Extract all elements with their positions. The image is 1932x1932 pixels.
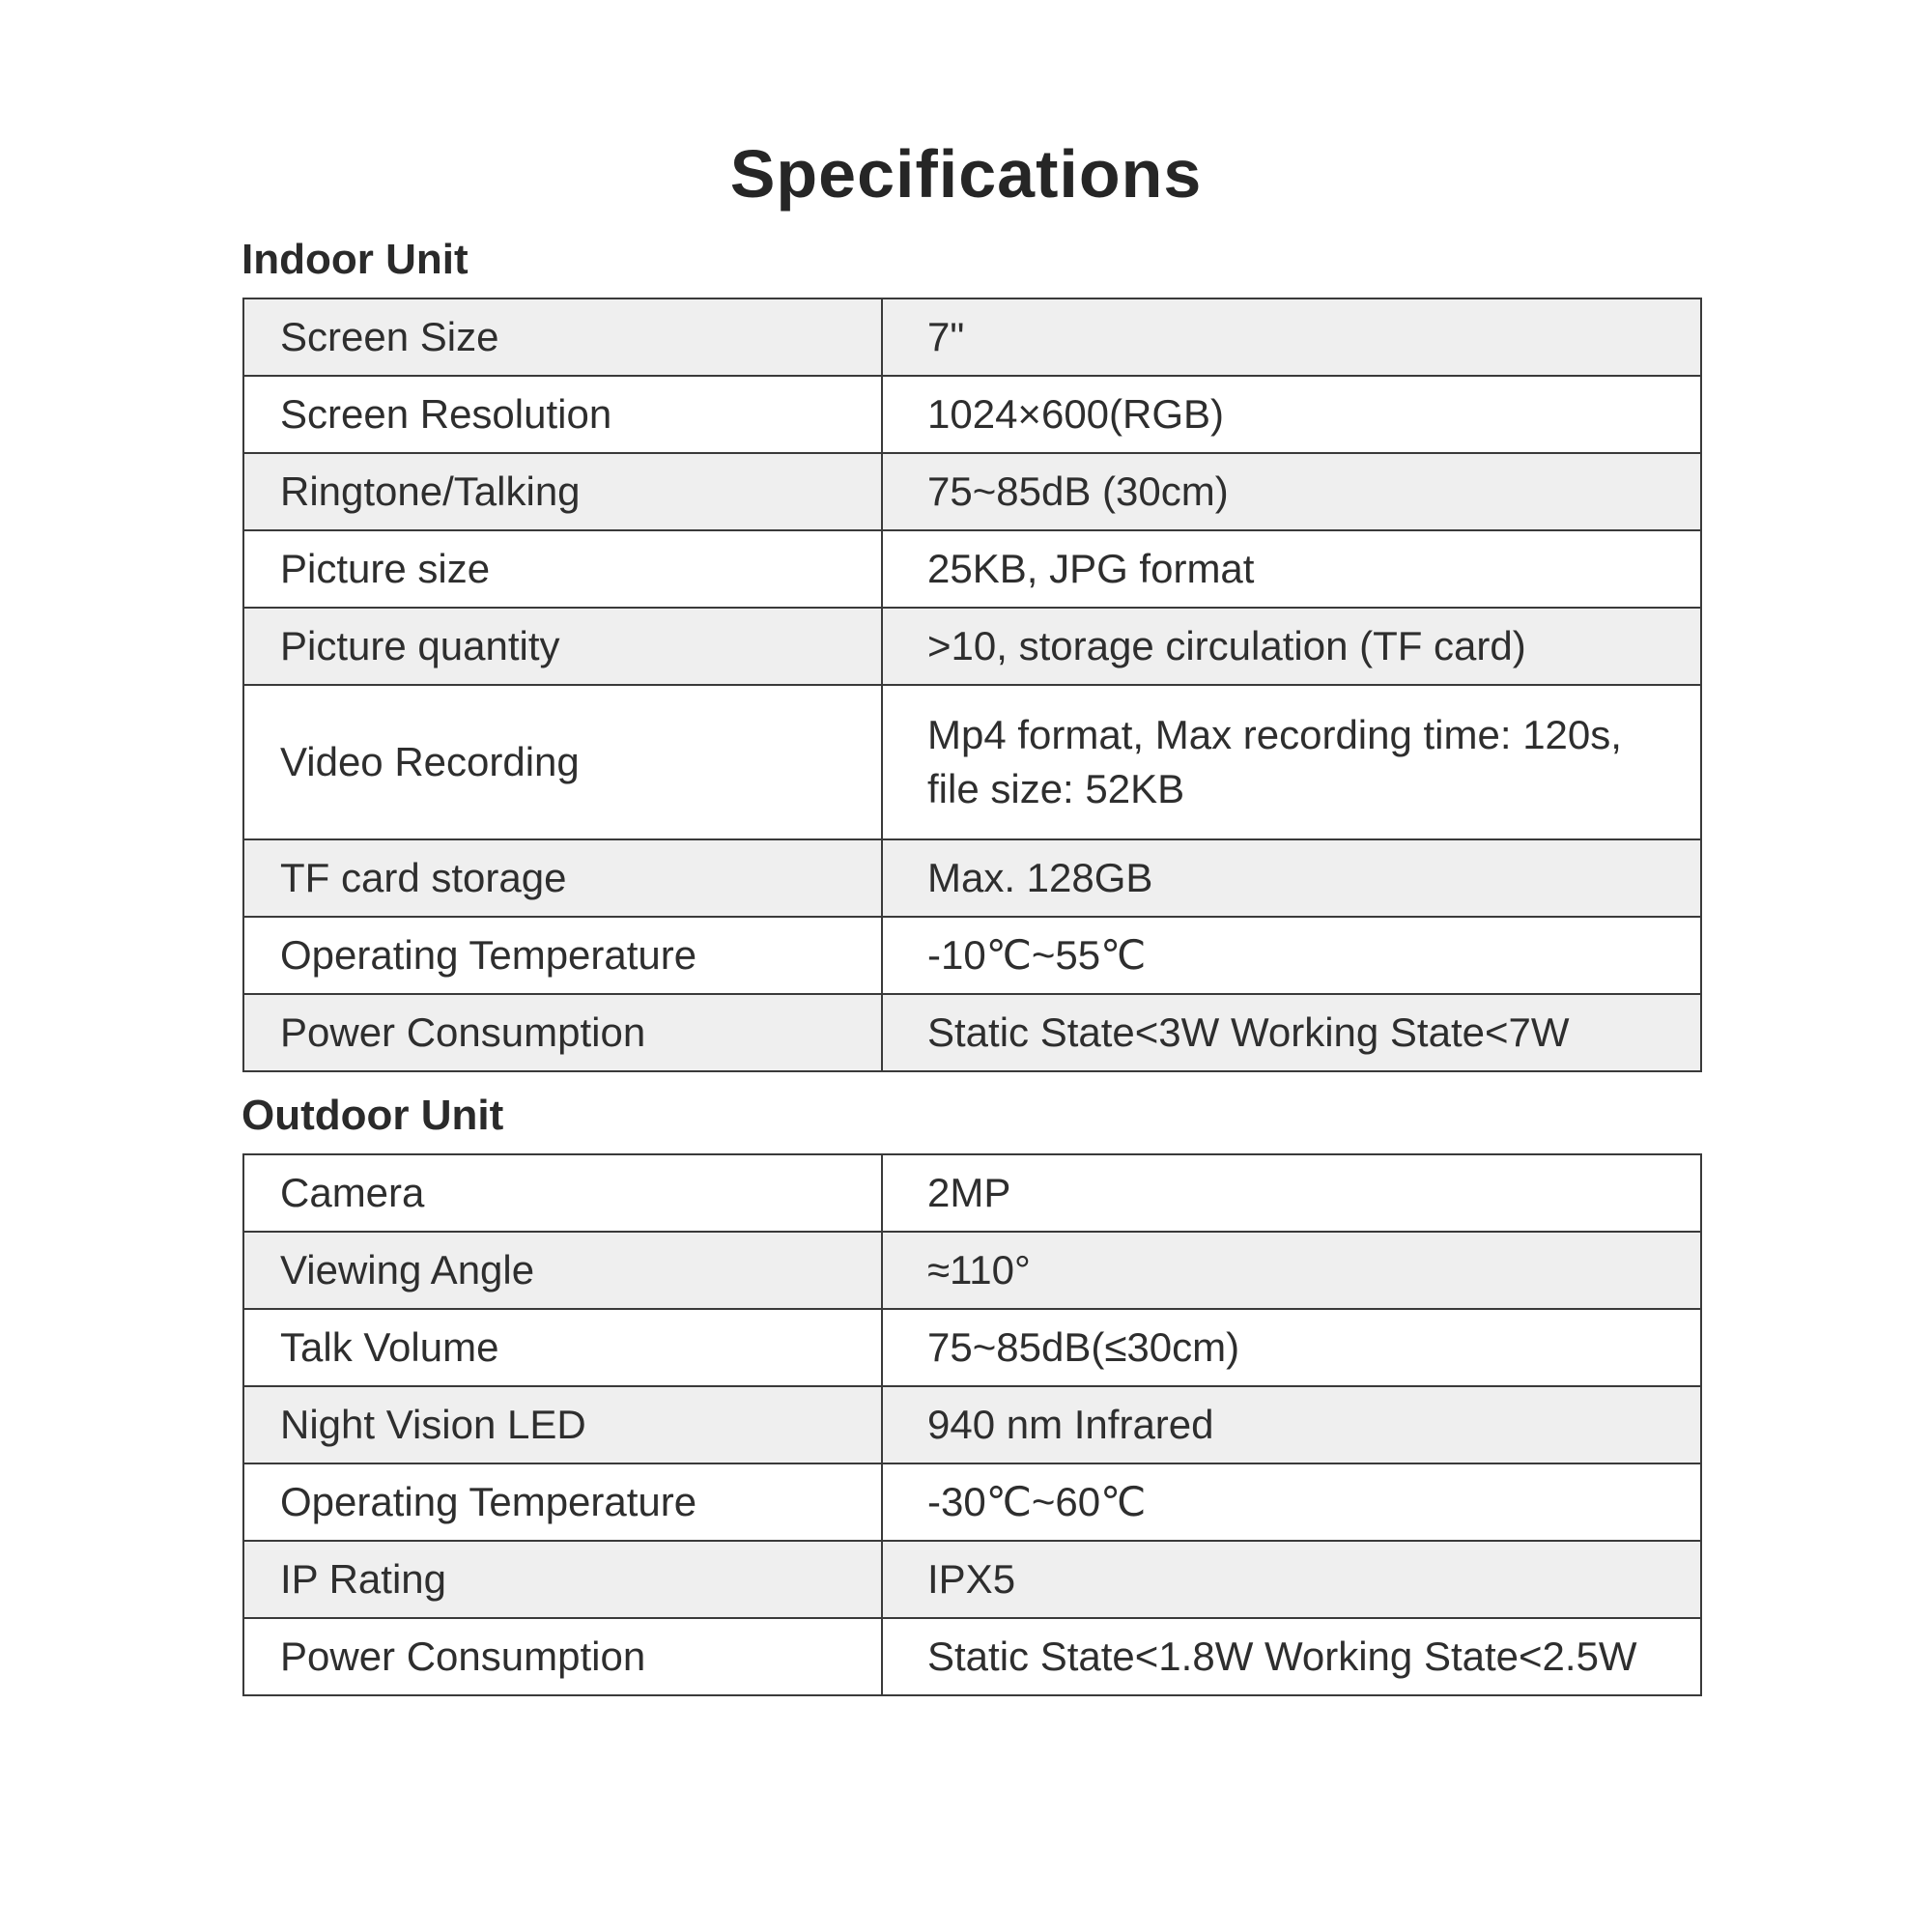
table-row bbox=[243, 1618, 1701, 1695]
spec-label: Operating Temperature bbox=[243, 917, 882, 994]
spec-label: Ringtone/Talking bbox=[243, 453, 882, 530]
table-row bbox=[243, 530, 1701, 608]
spec-label: Camera bbox=[243, 1154, 882, 1232]
outdoor-unit-heading: Outdoor Unit bbox=[242, 1092, 504, 1139]
spec-value: Max. 128GB bbox=[882, 839, 1701, 917]
table-row bbox=[243, 1386, 1701, 1463]
spec-label: Power Consumption bbox=[243, 1618, 882, 1695]
spec-label: IP Rating bbox=[243, 1541, 882, 1618]
spec-value: 75~85dB (30cm) bbox=[882, 453, 1701, 530]
spec-value: 7" bbox=[882, 298, 1701, 376]
spec-label: Screen Resolution bbox=[243, 376, 882, 453]
spec-label: Talk Volume bbox=[243, 1309, 882, 1386]
table-row bbox=[243, 453, 1701, 530]
spec-label: Power Consumption bbox=[243, 994, 882, 1071]
table-row bbox=[243, 1309, 1701, 1386]
table-row bbox=[243, 839, 1701, 917]
spec-value: IPX5 bbox=[882, 1541, 1701, 1618]
table-row bbox=[243, 1154, 1701, 1232]
table-row bbox=[243, 994, 1701, 1071]
spec-label: Picture quantity bbox=[243, 608, 882, 685]
spec-value: 2MP bbox=[882, 1154, 1701, 1232]
table-row bbox=[243, 1541, 1701, 1618]
table-row bbox=[243, 608, 1701, 685]
spec-value: -10℃~55℃ bbox=[882, 917, 1701, 994]
indoor-unit-heading: Indoor Unit bbox=[242, 236, 469, 283]
spec-value: -30℃~60℃ bbox=[882, 1463, 1701, 1541]
outdoor-spec-table bbox=[242, 1153, 1702, 1696]
spec-label: Picture size bbox=[243, 530, 882, 608]
table-row bbox=[243, 917, 1701, 994]
spec-label: Video Recording bbox=[243, 685, 882, 839]
spec-value: 940 nm Infrared bbox=[882, 1386, 1701, 1463]
spec-value: 75~85dB(≤30cm) bbox=[882, 1309, 1701, 1386]
spec-label: Screen Size bbox=[243, 298, 882, 376]
table-row bbox=[243, 298, 1701, 376]
table-row bbox=[243, 685, 1701, 839]
indoor-spec-table bbox=[242, 298, 1702, 1072]
table-row bbox=[243, 376, 1701, 453]
table-row bbox=[243, 1232, 1701, 1309]
spec-label: Operating Temperature bbox=[243, 1463, 882, 1541]
spec-value: Mp4 format, Max recording time: 120s, file size: 52KB bbox=[882, 685, 1701, 839]
spec-value: Static State<3W Working State<7W bbox=[882, 994, 1701, 1071]
spec-label: Viewing Angle bbox=[243, 1232, 882, 1309]
spec-value: >10, storage circulation (TF card) bbox=[882, 608, 1701, 685]
table-row bbox=[243, 1463, 1701, 1541]
spec-label: TF card storage bbox=[243, 839, 882, 917]
spec-label: Night Vision LED bbox=[243, 1386, 882, 1463]
spec-value: ≈110° bbox=[882, 1232, 1701, 1309]
spec-value: 1024×600(RGB) bbox=[882, 376, 1701, 453]
page-title: Specifications bbox=[729, 136, 1203, 212]
spec-value: Static State<1.8W Working State<2.5W bbox=[882, 1618, 1701, 1695]
spec-value: 25KB, JPG format bbox=[882, 530, 1701, 608]
